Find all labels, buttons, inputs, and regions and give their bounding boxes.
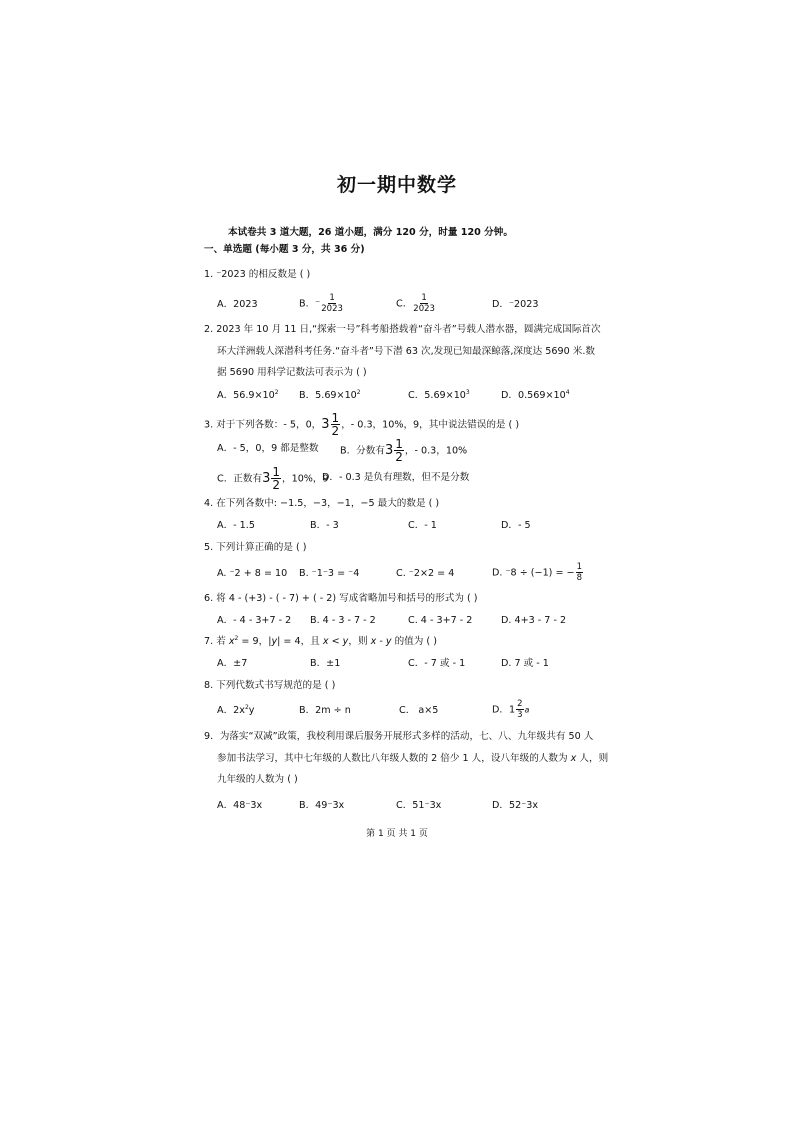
question-6-option-c: C. 4 - 3+7 - 2 — [408, 615, 473, 626]
question-4-option-a: A．- 1.5 — [217, 520, 255, 531]
question-8-option-c: C． a×5 — [399, 705, 439, 716]
question-7-option-b: B．±1 — [310, 658, 341, 669]
page-footer: 第 1 页 共 1 页 — [366, 829, 428, 839]
exam-intro: 本试卷共 3 道大题，26 道小题，满分 120 分，时量 120 分钟。 — [228, 227, 513, 238]
question-2-line-3: 据 5690 用科学记数法可表示为 ( ) — [217, 367, 367, 378]
question-6-option-a: A．- 4 - 3+7 - 2 — [217, 615, 292, 626]
question-4-stem: 4. 在下列各数中: −1.5，−3，−1，−5 最大的数是 ( ) — [204, 498, 440, 509]
question-3-stem: 3. 对于下列各数：- 5，0， 3 $\frac{1}{2}$ ，- 0.3，10%，9，其中说法错误的是 ( ) — [204, 411, 520, 438]
question-5-option-d: D. ⁻8 ÷ (−1) = − $\frac{1}{8}$ — [492, 562, 583, 583]
question-9-line-1: 9．为落实“双减”政策，我校利用课后服务开展形式多样的活动，七、八、九年级共有 50 人 — [204, 731, 594, 742]
question-8-option-a: A．$2x^2y$ — [217, 703, 255, 716]
question-8-option-d: D．1 $\frac{2}{3}$ a — [492, 699, 530, 720]
question-4-option-c: C．- 1 — [408, 520, 437, 531]
question-2-line-1: 2. 2023 年 10 月 11 日,“探索一号”科考船搭载着“奋斗者”号载人潜水器，圆满完成国际首次 — [204, 324, 601, 335]
question-4-option-b: B．- 3 — [310, 520, 339, 531]
question-3-option-b: B．分数有 3 $\frac{1}{2}$ ，- 0.3，10% — [340, 437, 468, 464]
question-3-option-d: D．- 0.3 是负有理数，但不是分数 — [322, 472, 470, 483]
question-9-option-c: C．51⁻3x — [396, 800, 442, 811]
question-1-option-b: B．⁻ $\frac{1}{2023}$ — [299, 293, 343, 314]
question-6-stem: 6. 将 4 - (+3) - ( - 7) + ( - 2) 写成省略加号和括号的形式为 ( ) — [204, 593, 478, 604]
question-5-option-c: C. ⁻2×2 = 4 — [396, 568, 455, 579]
question-1-option-c: C． $\frac{1}{2023}$ — [396, 293, 435, 314]
question-7-option-c: C．- 7 或 - 1 — [408, 658, 466, 669]
question-8-option-b: B．2m ÷ n — [299, 705, 351, 716]
question-1-option-d: D．⁻2023 — [492, 299, 539, 310]
section-heading: 一、单选题 (每小题 3 分，共 36 分) — [204, 244, 365, 255]
question-1-option-a: A．2023 — [217, 299, 258, 310]
question-2-option-b: B．$5.69\times 10^2$ — [299, 388, 361, 401]
question-1-stem: 1. ⁻2023 的相反数是 ( ) — [204, 269, 311, 280]
question-9-option-b: B．49⁻3x — [299, 800, 345, 811]
page-title: 初一期中数学 — [336, 174, 457, 196]
question-8-stem: 8. 下列代数式书写规范的是 ( ) — [204, 680, 336, 691]
question-2-option-a: A．$56.9\times 10^2$ — [217, 388, 279, 401]
question-5-option-a: A. ⁻2 + 8 = 10 — [217, 568, 288, 579]
question-7-option-a: A．±7 — [217, 658, 248, 669]
question-9-line-3: 九年级的人数为 ( ) — [217, 774, 298, 785]
question-4-option-d: D．- 5 — [501, 520, 531, 531]
question-9-line-2: 参加书法学习，其中七年级的人数比八年级人数的 2 倍少 1 人，设八年级的人数为 x 人，则 — [217, 753, 609, 764]
question-5-stem: 5. 下列计算正确的是 ( ) — [204, 542, 307, 553]
question-5-option-b: B. ⁻1⁻3 = ⁻4 — [299, 568, 360, 579]
question-2-line-2: 环大洋洲载人深潜科考任务.“奋斗者”号下潜 63 次,发现已知最深鲸落,深度达 5690 米.数 — [217, 346, 595, 357]
question-2-option-c: C．$5.69\times 10^3$ — [408, 388, 470, 401]
question-7-option-d: D. 7 或 - 1 — [501, 658, 549, 669]
question-9-option-a: A．48⁻3x — [217, 800, 263, 811]
question-3-option-c: C．正数有 3 $\frac{1}{2}$ ，10%，9 — [217, 465, 329, 492]
question-6-option-b: B. 4 - 3 - 7 - 2 — [310, 615, 376, 626]
question-7-stem: 7. 若 $x^2 = 9$，|y| = 4，且 x < y，则 x - y 的值为 ( ) — [204, 634, 437, 647]
question-3-option-a: A．- 5，0，9 都是整数 — [217, 443, 319, 454]
question-2-option-d: D．$0.569\times 10^4$ — [501, 388, 570, 401]
question-6-option-d: D. 4+3 - 7 - 2 — [501, 615, 567, 626]
question-9-option-d: D．52⁻3x — [492, 800, 539, 811]
